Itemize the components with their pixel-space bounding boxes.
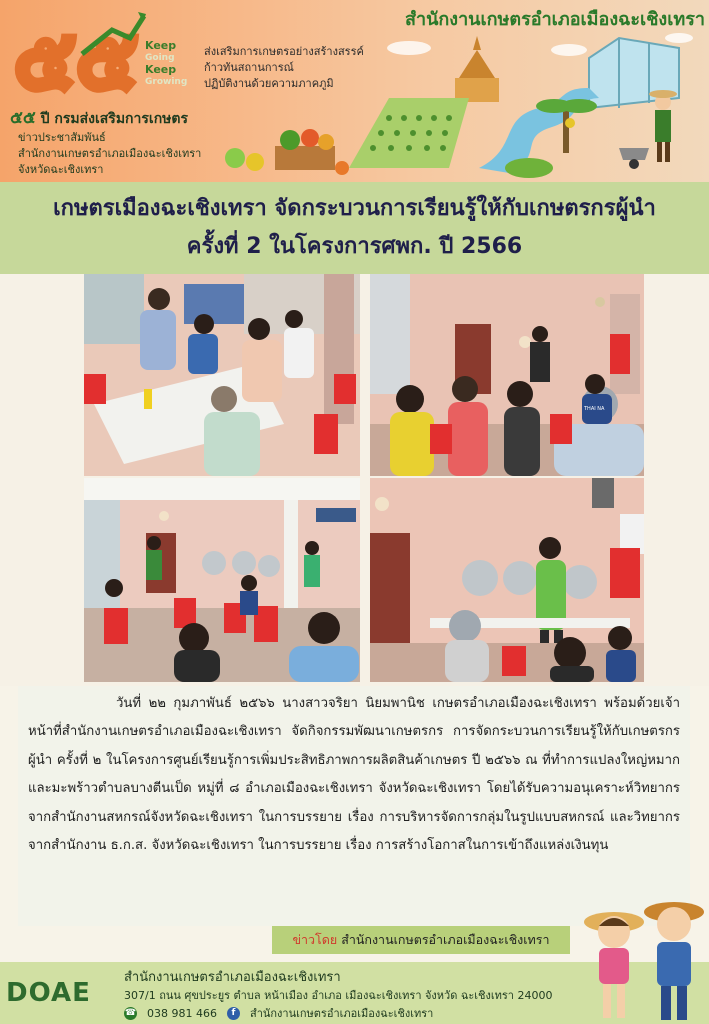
photo-meeting-tables <box>84 274 360 476</box>
farmer-kids-illustration <box>569 880 709 1024</box>
news-credit-label: ข่าวโดย <box>292 932 338 947</box>
footer-address: 307/1 ถนน ศุขประยูร ตำบล หน้าเมือง อำเภอ เมืองฉะเชิงเทรา จังหวัด ฉะเชิงเทรา 24000 <box>124 989 553 1002</box>
keep-word-3: Keep <box>145 63 177 76</box>
news-credit-source: สำนักงานเกษตรอำเภอเมืองฉะเชิงเทรา <box>341 932 550 947</box>
keep-word-1: Keep <box>145 39 177 52</box>
slogan-2: ก้าวทันสถานการณ์ <box>204 61 294 74</box>
anniversary-55-logo <box>12 8 147 100</box>
headline-line-1: เกษตรเมืองฉะเชิงเทรา จัดกระบวนการเรียนรู้ให้กับเกษตรกรผู้นำ <box>53 196 656 221</box>
farm-scene-illustration <box>349 28 709 178</box>
facebook-icon: f <box>227 1007 240 1020</box>
phone-icon: ☎ <box>124 1007 137 1018</box>
keep-word-4: Growing <box>145 77 188 87</box>
pr-line-2: สำนักงานเกษตรอำเภอเมืองฉะเชิงเทรา <box>18 147 202 160</box>
footer-office-name: สำนักงานเกษตรอำเภอเมืองฉะเชิงเทรา <box>124 970 341 985</box>
boy-farmer-icon <box>644 902 704 1020</box>
photo-collage <box>0 274 709 686</box>
anniversary-text: ปี กรมส่งเสริมการเกษตร <box>40 111 189 127</box>
office-title: สำนักงานเกษตรอำเภอเมืองฉะเชิงเทรา <box>404 9 705 30</box>
slogan-3: ปฏิบัติงานด้วยความภาคภูมิ <box>204 77 334 90</box>
footer-phone[interactable]: 038 981 466 <box>147 1006 217 1020</box>
temple-icon <box>455 36 499 102</box>
girl-farmer-icon <box>584 912 644 1018</box>
doae-logo: DOAE <box>6 978 91 1008</box>
header-banner <box>0 0 709 182</box>
attendee-figure <box>146 536 162 580</box>
press-release-label <box>18 130 201 178</box>
headline-line-2: ครั้งที่ 2 ในโครงการศพก. ปี 2566 <box>186 234 523 259</box>
headline-band <box>0 182 709 274</box>
photo-hall-wide <box>84 478 360 682</box>
article-text: วันที่ ๒๒ กุมภาพันธ์ ๒๕๖๖ นางสาวจริยา นิยมพานิช เกษตรอำเภอเมืองฉะเชิงเทรา พร้อมด้วยเจ้าหน้าที่สำนักงานเกษตรอำเภอเมืองฉะเชิงเทรา จัดกิจกรรมพัฒนาเกษตรกร การจัดกระบวนการเรียนรู้ให้กับเกษตรกรผู้นำ ครั้งที่ ๒ ในโครงการศูนย์เรียนรู้การเพิ่มประสิทธิภาพการผลิตสินค้าเกษตร ปี ๒๕๖๖ ณ ที่ทำการแปลงใหญ่หมากและมะพร้าวตำบลบางตีนเป็ด หมู่ที่ ๘ อำเภอเมืองฉะเชิงเทรา จังหวัดฉะเชิงเทรา โดยได้รับความอนุเคราะห์วิทยากรจากสำนักงานสหกรณ์จังหวัดฉะเชิงเทรา ในการบรรยาย เรื่อง การบริหารจัดการกลุ่มในรูปแบบสหกรณ์ และวิทยากรจากสำนักงาน ธ.ก.ส. จังหวัดฉะเชิงเทรา ในการบรรยาย เรื่อง การสร้างโอกาสในการเข้าถึงแหล่งเงินทุน <box>28 696 680 854</box>
pr-line-1: ข่าวประชาสัมพันธ์ <box>18 131 106 144</box>
footer-facebook[interactable]: สำนักงานเกษตรอำเภอเมืองฉะเชิงเทรา <box>249 1007 434 1020</box>
news-credit <box>272 926 570 954</box>
anniversary-label <box>10 104 188 131</box>
speaker-figure <box>530 326 550 382</box>
photo-speaker-hall <box>370 274 644 476</box>
anniversary-number: ๕๕ <box>10 108 36 128</box>
shirt-text: THAI NA <box>584 406 605 412</box>
footer-contact <box>124 1004 433 1022</box>
keep-word-2: Going <box>145 53 175 63</box>
photo-speaker-microphone <box>370 478 644 682</box>
slogan-1: ส่งเสริมการเกษตรอย่างสร้างสรรค์ <box>204 45 364 58</box>
keep-going-growing <box>145 40 205 88</box>
vegetable-basket-icon <box>220 118 350 178</box>
logo-number: ๕๕ <box>14 13 139 100</box>
pr-line-3: จังหวัดฉะเชิงเทรา <box>18 163 104 176</box>
